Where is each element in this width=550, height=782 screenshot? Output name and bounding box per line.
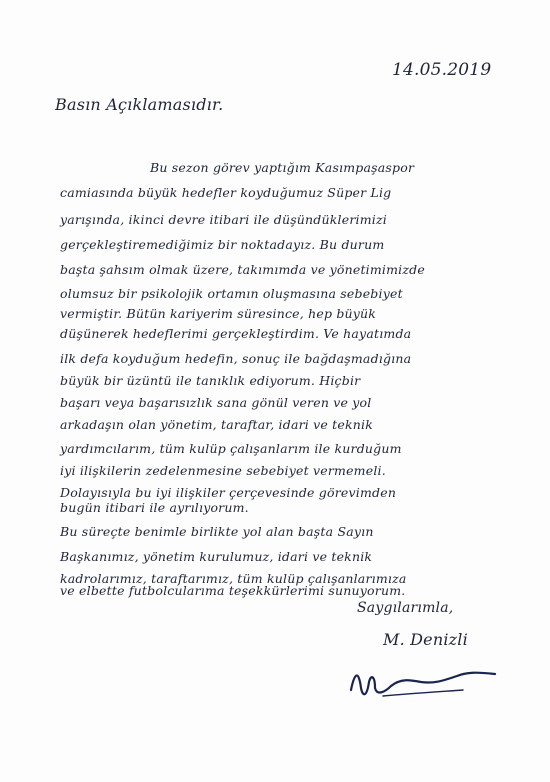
letter-line: kadrolarımız, taraftarımız, tüm kulüp çalışanlarımıza — [60, 571, 407, 586]
letter-line: yarışında, ikinci devre itibari ile düşündüklerimizi — [60, 212, 387, 227]
letter-date: 14.05.2019 — [392, 60, 492, 80]
letter-line: büyük bir üzüntü ile tanıklık ediyorum. Hiçbir — [60, 373, 361, 388]
letter-line: camiasında büyük hedefler koyduğumuz Süper Lig — [60, 185, 392, 200]
handwritten-signature — [345, 660, 505, 704]
signer-name: M. Denizli — [383, 630, 468, 649]
letter-line: düşünerek hedeflerimi gerçekleştirdim. Ve hayatımda — [60, 326, 412, 341]
letter-line: iyi ilişkilerin zedelenmesine sebebiyet vermemeli. — [60, 463, 386, 478]
letter-line: başarı veya başarısızlık sana gönül veren ve yol — [60, 395, 372, 410]
letter-line: Bu süreçte benimle birlikte yol alan başta Sayın — [60, 524, 374, 539]
letter-line: yardımcılarım, tüm kulüp çalışanlarım ile kurduğum — [60, 441, 402, 456]
letter-line: başta şahsım olmak üzere, takımımda ve yönetimimizde — [60, 262, 425, 277]
letter-closing: Saygılarımla, — [357, 600, 454, 616]
letter-line: olumsuz bir psikolojik ortamın oluşmasına sebebiyet — [60, 286, 403, 301]
letter-line: gerçekleştiremediğimiz bir noktadayız. Bu durum — [60, 237, 385, 252]
letter-line: ilk defa koyduğum hedefin, sonuç ile bağdaşmadığına — [60, 351, 412, 366]
letter-line: Başkanımız, yönetim kurulumuz, idari ve teknik — [60, 549, 373, 564]
letter-line: Bu sezon görev yaptığım Kasımpaşaspor — [150, 160, 415, 175]
letter-line: arkadaşın olan yönetim, taraftar, idari ve teknik — [60, 417, 374, 432]
letter-line: ve elbette futbolcularıma teşekkürlerimi sunuyorum. — [60, 583, 406, 598]
letter-line: vermiştir. Bütün kariyerim süresince, hep büyük — [60, 306, 377, 321]
letter-line: bugün itibari ile ayrılıyorum. — [60, 500, 249, 515]
letter-line: Dolayısıyla bu iyi ilişkiler çerçevesinde görevimden — [60, 485, 397, 500]
letter-heading: Basın Açıklamasıdır. — [55, 95, 224, 114]
